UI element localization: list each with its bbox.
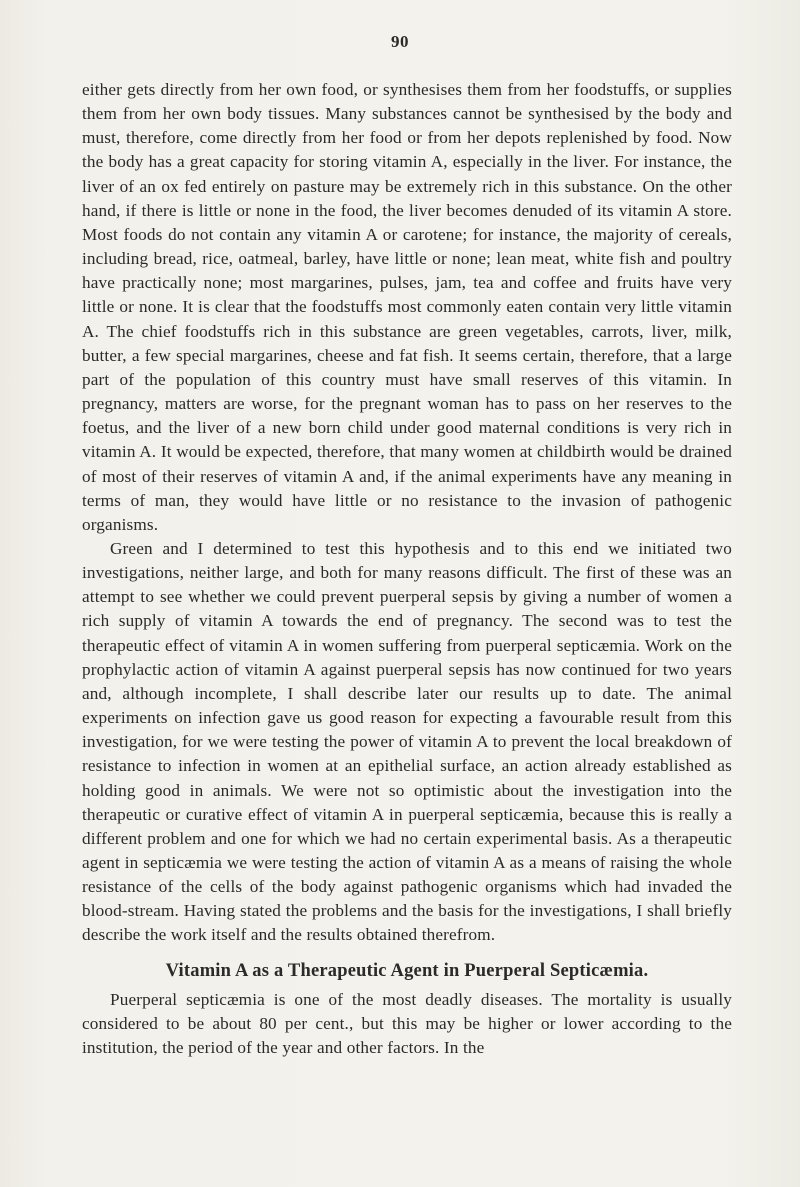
- page-number: 90: [391, 32, 409, 51]
- body-text: [82, 78, 732, 1060]
- paragraph-3: Puerperal septicæmia is one of the most deadly diseases. The mortality is usually considered to be about 80 per cent., but this may be higher or lower according to the institution, the period of the year and other factors. In the: [82, 989, 732, 1058]
- paragraph-1: either gets directly from her own food, or synthesises them from her foodstuffs, or supplies them from her own body tissues. Many substances cannot be synthesised by the body and must, therefore, come directly from her food or from her depots replenished by food. Now the body has a great capacity for storing vitamin A, especially in the liver. For instance, the liver of an ox fed entirely on pasture may be extremely rich in this substance. On the other hand, if there is little or none in the food, the liver becomes denuded of its vitamin A store. Most foods do not contain any vitamin A or carotene; for instance, the majority of cereals, including bread, rice, oatmeal, barley, have little or none; lean meat, white fish and poultry have practically none; most margarines, pulses, jam, tea and coffee and fruits have very little or none. It is clear that the foodstuffs most commonly eaten contain very little vitamin A. The chief foodstuffs rich in this substance are green vegetables, carrots, liver, milk, butter, a few special margarines, cheese and fat fish. It seems certain, therefore, that a large part of the population of this country must have small reserves of this vitamin. In pregnancy, matters are worse, for the pregnant woman has to pass on her reserves to the foetus, and the liver of a new born child under good maternal conditions is very rich in vitamin A. It would be expected, therefore, that many women at childbirth would be drained of most of their reserves of vitamin A and, if the animal experiments have any meaning in terms of man, they would have little or no resistance to the invasion of pathogenic organisms.: [82, 80, 732, 534]
- section-heading: Vitamin A as a Therapeutic Agent in Puerperal Septicæmia.: [165, 960, 649, 981]
- paragraph-2: Green and I determined to test this hypothesis and to this end we initiated two investigations, neither large, and both for many reasons difficult. The first of these was an attempt to see whether we could prevent puerperal sepsis by giving a number of women a rich supply of vitamin A towards the end of pregnancy. The second was to test the therapeutic effect of vitamin A in women suffering from puerperal septicæmia. Work on the prophylactic action of vitamin A against puerperal sepsis has now continued for two years and, although incomplete, I shall describe later our results up to date. The animal experiments on infection gave us good reason for expecting a favourable result from this investigation, for we were testing the power of vitamin A to prevent the local breakdown of resistance to infection in women at an epithelial surface, an action already established as holding good in animals. We were not so optimistic about the investigation into the therapeutic or curative effect of vitamin A in puerperal septicæmia, because this is really a different problem and one for which we had no certain experimental basis. As a therapeutic agent in septicæmia we were testing the action of vitamin A as a means of raising the whole resistance of the cells of the body against pathogenic organisms which had invaded the blood-stream. Having stated the problems and the basis for the investigations, I shall briefly describe the work itself and the results obtained therefrom.: [82, 538, 732, 945]
